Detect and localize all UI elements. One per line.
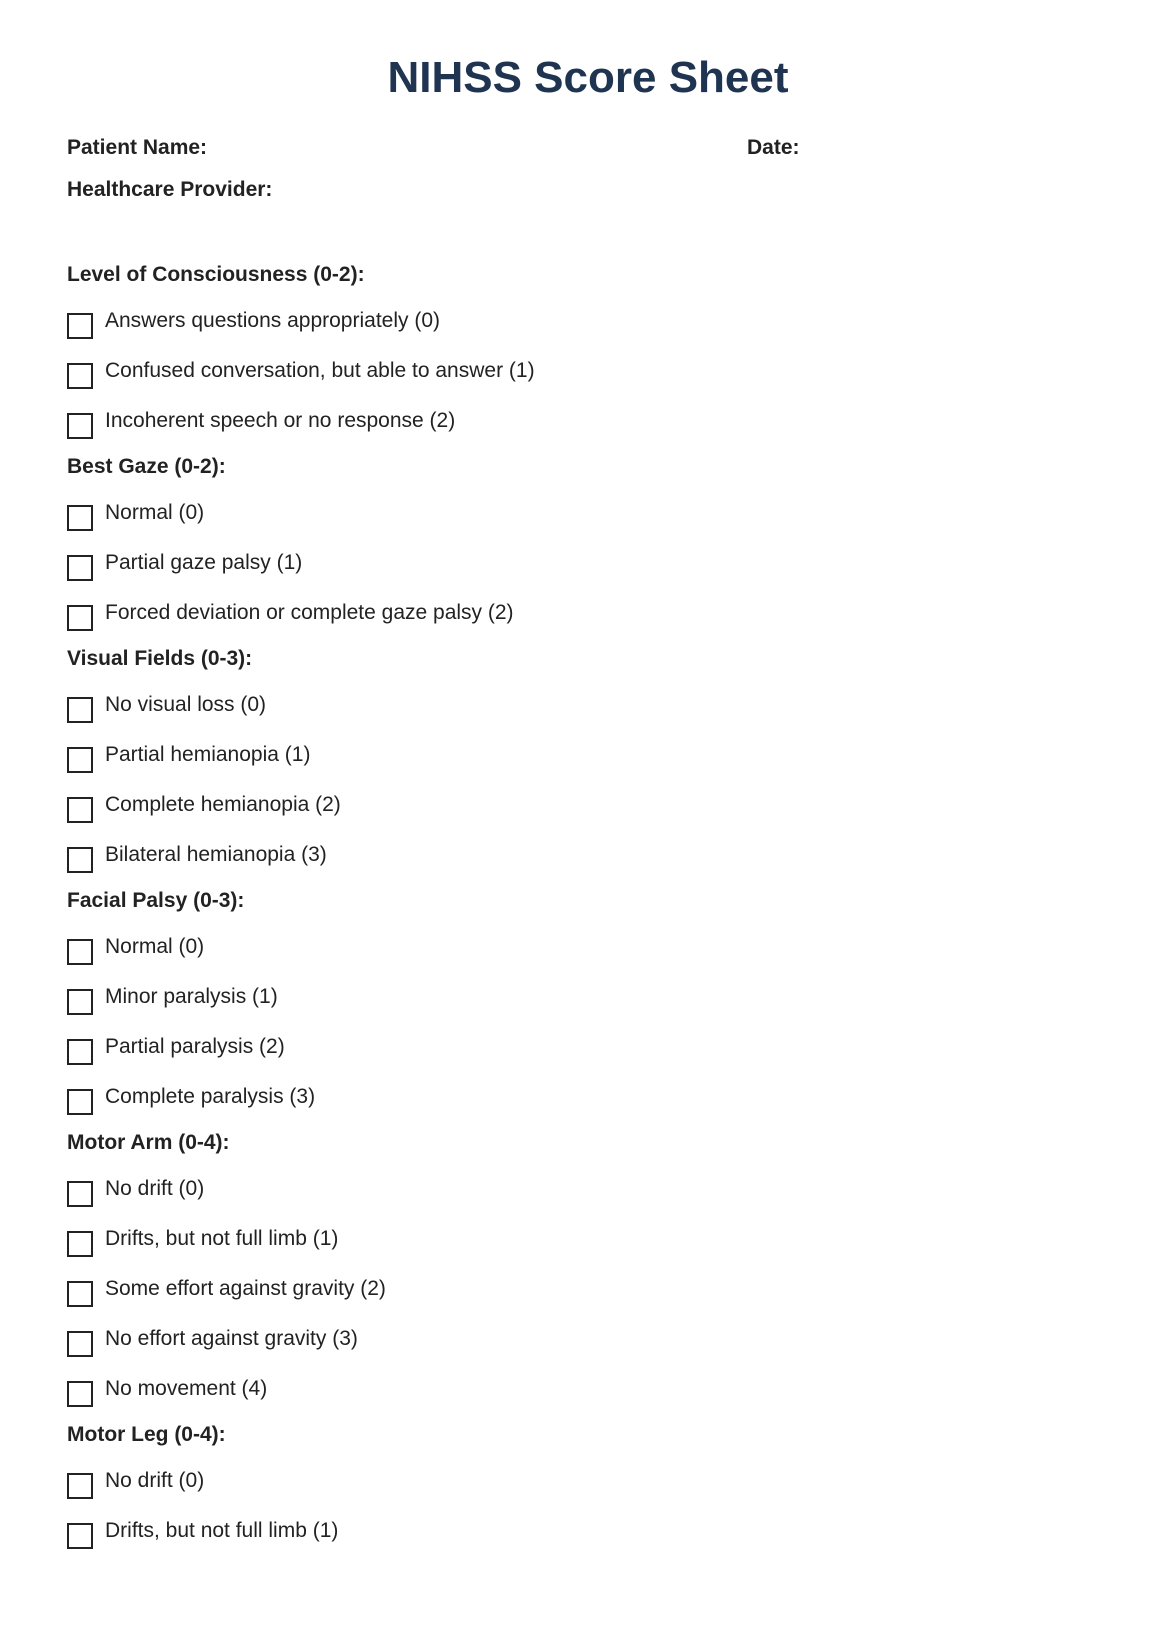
option-checkbox[interactable] — [67, 1039, 93, 1065]
option-row — [67, 682, 1107, 732]
option-label: Complete hemianopia (2) — [105, 793, 341, 816]
option-label: No movement (4) — [105, 1377, 268, 1400]
score-section — [67, 1130, 1107, 1416]
option-row — [67, 540, 1107, 590]
option-label: Forced deviation or complete gaze palsy (2) — [105, 601, 514, 624]
option-checkbox[interactable] — [67, 797, 93, 823]
option-label: Minor paralysis (1) — [105, 985, 278, 1008]
option-label: Complete paralysis (3) — [105, 1085, 316, 1108]
section-title: Facial Palsy (0-3): — [67, 889, 245, 912]
score-sections — [67, 262, 1107, 1564]
option-checkbox[interactable] — [67, 413, 93, 439]
option-row — [67, 1216, 1107, 1266]
option-checkbox[interactable] — [67, 313, 93, 339]
option-checkbox[interactable] — [67, 1181, 93, 1207]
option-label: Normal (0) — [105, 501, 205, 524]
option-row — [67, 1508, 1107, 1558]
section-title: Visual Fields (0-3): — [67, 647, 253, 670]
option-row — [67, 1024, 1107, 1074]
option-row — [67, 832, 1107, 882]
option-row — [67, 298, 1107, 348]
score-section — [67, 646, 1107, 882]
option-label: Normal (0) — [105, 935, 205, 958]
section-title: Motor Arm (0-4): — [67, 1131, 230, 1154]
option-label: Drifts, but not full limb (1) — [105, 1519, 339, 1542]
option-label: No visual loss (0) — [105, 693, 267, 716]
patient-name-label: Patient Name: — [67, 136, 208, 159]
option-row — [67, 1266, 1107, 1316]
option-row — [67, 1166, 1107, 1216]
page-title: NIHSS Score Sheet — [387, 53, 789, 102]
option-row — [67, 1074, 1107, 1124]
option-checkbox[interactable] — [67, 1331, 93, 1357]
option-row — [67, 924, 1107, 974]
score-section — [67, 454, 1107, 640]
option-checkbox[interactable] — [67, 605, 93, 631]
option-label: Partial paralysis (2) — [105, 1035, 285, 1058]
option-label: Answers questions appropriately (0) — [105, 309, 440, 332]
option-label: Incoherent speech or no response (2) — [105, 409, 456, 432]
option-checkbox[interactable] — [67, 847, 93, 873]
option-row — [67, 732, 1107, 782]
option-checkbox[interactable] — [67, 1473, 93, 1499]
option-checkbox[interactable] — [67, 555, 93, 581]
option-checkbox[interactable] — [67, 989, 93, 1015]
option-label: No drift (0) — [105, 1177, 205, 1200]
option-label: Confused conversation, but able to answer (1) — [105, 359, 535, 382]
option-checkbox[interactable] — [67, 1381, 93, 1407]
option-row — [67, 1458, 1107, 1508]
score-section — [67, 888, 1107, 1124]
option-checkbox[interactable] — [67, 363, 93, 389]
score-section — [67, 1422, 1107, 1558]
option-label: Bilateral hemianopia (3) — [105, 843, 327, 866]
section-title: Motor Leg (0-4): — [67, 1423, 226, 1446]
score-section — [67, 262, 1107, 448]
option-checkbox[interactable] — [67, 505, 93, 531]
option-checkbox[interactable] — [67, 1231, 93, 1257]
option-checkbox[interactable] — [67, 1523, 93, 1549]
option-row — [67, 398, 1107, 448]
healthcare-provider-label: Healthcare Provider: — [67, 178, 273, 201]
option-checkbox[interactable] — [67, 1281, 93, 1307]
section-title: Best Gaze (0-2): — [67, 455, 226, 478]
option-row — [67, 1316, 1107, 1366]
option-checkbox[interactable] — [67, 697, 93, 723]
option-label: No effort against gravity (3) — [105, 1327, 358, 1350]
option-label: Some effort against gravity (2) — [105, 1277, 386, 1300]
option-row — [67, 490, 1107, 540]
option-row — [67, 974, 1107, 1024]
date-label: Date: — [747, 136, 800, 159]
option-row — [67, 1366, 1107, 1416]
option-label: Partial gaze palsy (1) — [105, 551, 303, 574]
option-checkbox[interactable] — [67, 747, 93, 773]
option-checkbox[interactable] — [67, 1089, 93, 1115]
option-label: Partial hemianopia (1) — [105, 743, 311, 766]
option-row — [67, 782, 1107, 832]
option-row — [67, 590, 1107, 640]
option-label: Drifts, but not full limb (1) — [105, 1227, 339, 1250]
section-title: Level of Consciousness (0-2): — [67, 263, 365, 286]
option-checkbox[interactable] — [67, 939, 93, 965]
option-row — [67, 348, 1107, 398]
option-label: No drift (0) — [105, 1469, 205, 1492]
